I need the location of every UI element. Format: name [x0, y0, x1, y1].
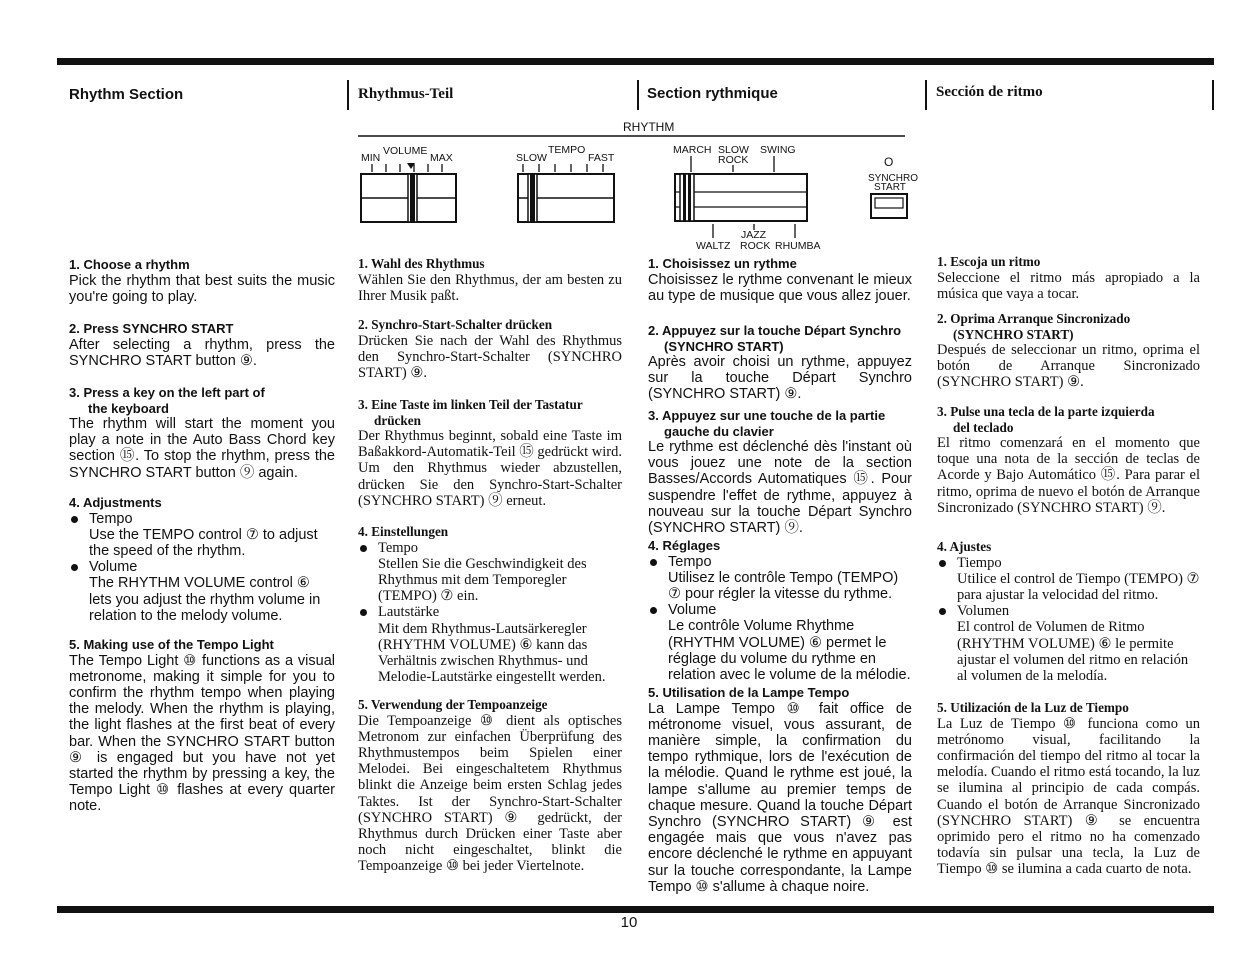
svg-text:TEMPO: TEMPO [548, 144, 586, 156]
svg-text:JAZZ: JAZZ [741, 229, 767, 241]
top-rule [57, 58, 1214, 65]
column-divider [637, 80, 639, 110]
section-title-fr: Section rythmique [647, 85, 778, 102]
right-margin-line [1212, 80, 1214, 110]
tempo-light: O [884, 155, 894, 169]
list-item: Volume The RHYTHM VOLUME control ⑥ lets you adjust the rhythm volume in relation to the melody volume. [69, 559, 335, 624]
list-item: Tempo Utilisez le contrôle Tempo (TEMPO) ⑦ pour régler la vitesse du rythme. [648, 554, 912, 603]
svg-text:MARCH: MARCH [673, 144, 712, 156]
svg-text:MIN: MIN [361, 152, 381, 164]
section-title-es: Sección de ritmo [936, 84, 1043, 100]
list-item: Tempo Use the TEMPO control ⑦ to adjust the speed of the rhythm. [69, 511, 335, 560]
svg-text:WALTZ: WALTZ [696, 240, 731, 252]
column-divider [347, 80, 349, 110]
bottom-rule [57, 906, 1214, 913]
svg-text:ROCK: ROCK [740, 240, 771, 252]
svg-text:RHUMBA: RHUMBA [775, 240, 821, 252]
page-number: 10 [620, 914, 638, 931]
list-item: Lautstärke Mit dem Rhythmus-Lautsärkeregler (RHYTHM VOLUME) ⑥ kann das Verhältnis zwischen Rhythmus- und Melodie-Lautstärke eingestellt werden. [358, 604, 622, 685]
list-item: Tiempo Utilice el control de Tiempo (TEMPO) ⑦ para ajustar la velocidad del ritmo. [937, 555, 1200, 604]
list-item: Volume Le contrôle Volume Rhythme (RHYTHM VOLUME) ⑥ permet le réglage du volume du rythme en relation avec le volume de la mélodie. [648, 602, 912, 683]
list-item: Tempo Stellen Sie die Geschwindigkeit des Rhythmus mit dem Temporegler (TEMPO) ⑦ ein. [358, 540, 622, 605]
list-item: Volumen El control de Volumen de Ritmo (RHYTHM VOLUME) ⑥ le permite ajustar el volumen del ritmo en relación al volumen de la melodía. [937, 603, 1200, 684]
section-title-en: Rhythm Section [69, 86, 184, 103]
svg-text:SLOW: SLOW [516, 152, 547, 164]
svg-text:START: START [874, 182, 906, 193]
rhythm-selector [675, 174, 807, 221]
rhythm-label: RHYTHM [623, 120, 675, 134]
section-title-de: Rhythmus-Teil [358, 86, 454, 102]
svg-text:MAX: MAX [430, 152, 453, 164]
svg-text:FAST: FAST [588, 152, 615, 164]
rhythm-panel-diagram [358, 118, 919, 258]
svg-text:ROCK: ROCK [718, 154, 749, 166]
svg-text:SWING: SWING [760, 144, 796, 156]
svg-text:SYNCHRO: SYNCHRO [868, 173, 919, 184]
column-divider [925, 80, 927, 110]
svg-text:VOLUME: VOLUME [383, 145, 428, 157]
svg-text:SLOW: SLOW [718, 144, 749, 156]
